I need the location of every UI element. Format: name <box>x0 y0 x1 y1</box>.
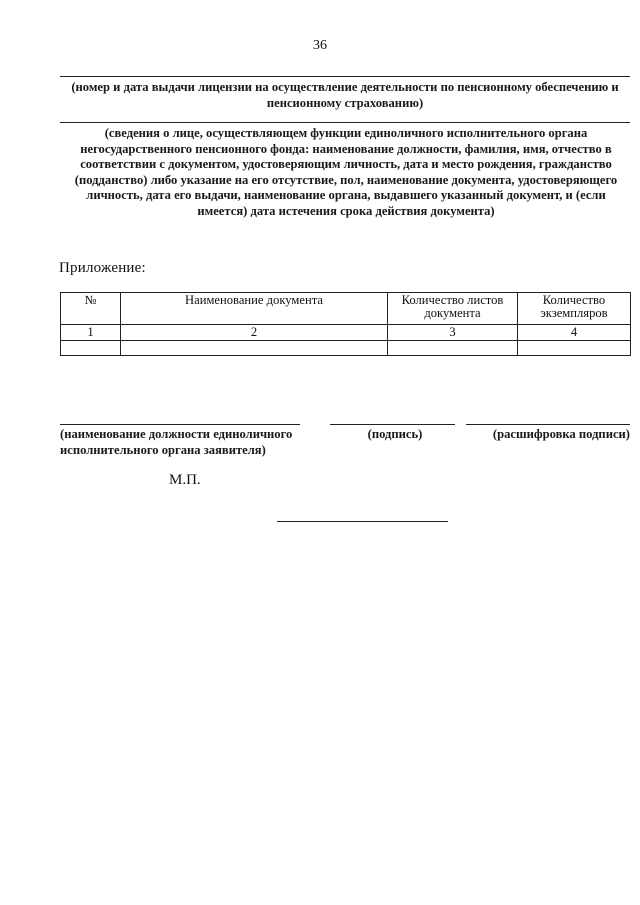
stamp-label: М.П. <box>169 472 201 488</box>
license-caption: (номер и дата выдачи лицензии на осуществление деятельности по пенсионному обеспечению и пенсионному страхованию) <box>71 80 619 110</box>
table-row <box>61 341 631 356</box>
table-cell: 3 <box>388 325 518 341</box>
table-cell <box>518 341 631 356</box>
column-header-number: № <box>61 293 121 325</box>
appendix-table <box>60 292 631 356</box>
person-underline <box>60 122 630 123</box>
page-number: 36 <box>313 38 327 53</box>
table-row <box>61 325 631 341</box>
table-cell: 2 <box>121 325 388 341</box>
closing-line <box>277 521 448 522</box>
license-underline <box>60 76 630 77</box>
signature-caption: (подпись) <box>367 427 423 441</box>
table-cell <box>61 341 121 356</box>
column-header-sheet-count: Количество листов документа <box>388 293 518 325</box>
table-header-row <box>61 293 631 325</box>
decoding-caption: (расшифровка подписи) <box>492 427 630 441</box>
appendix-label: Приложение: <box>59 260 146 276</box>
person-caption: (сведения о лице, осуществляющем функции единоличного исполнительного органа негосударственного пенсионного фонда: наименование должности, фамилия, имя, отчество в соответствии с документом, удостоверяющим личность, дата и место рождения, гражданство (подданство) либо указание на его отсутствие, пол, наименование документа, удостоверяющего личность, дата его выдачи, наименование органа, выдавшего указанный документ, и (если имеется) дата истечения срока действия документа) <box>74 126 618 218</box>
column-header-document-name: Наименование документа <box>121 293 388 325</box>
position-caption: (наименование должности единоличного исполнительного органа заявителя) <box>60 427 293 457</box>
table-cell: 4 <box>518 325 631 341</box>
column-header-copies-count: Количество экземпляров <box>518 293 631 325</box>
position-underline <box>60 424 300 425</box>
signature-underline <box>330 424 455 425</box>
table-cell <box>388 341 518 356</box>
decoding-underline <box>466 424 630 425</box>
table-cell <box>121 341 388 356</box>
table-cell: 1 <box>61 325 121 341</box>
